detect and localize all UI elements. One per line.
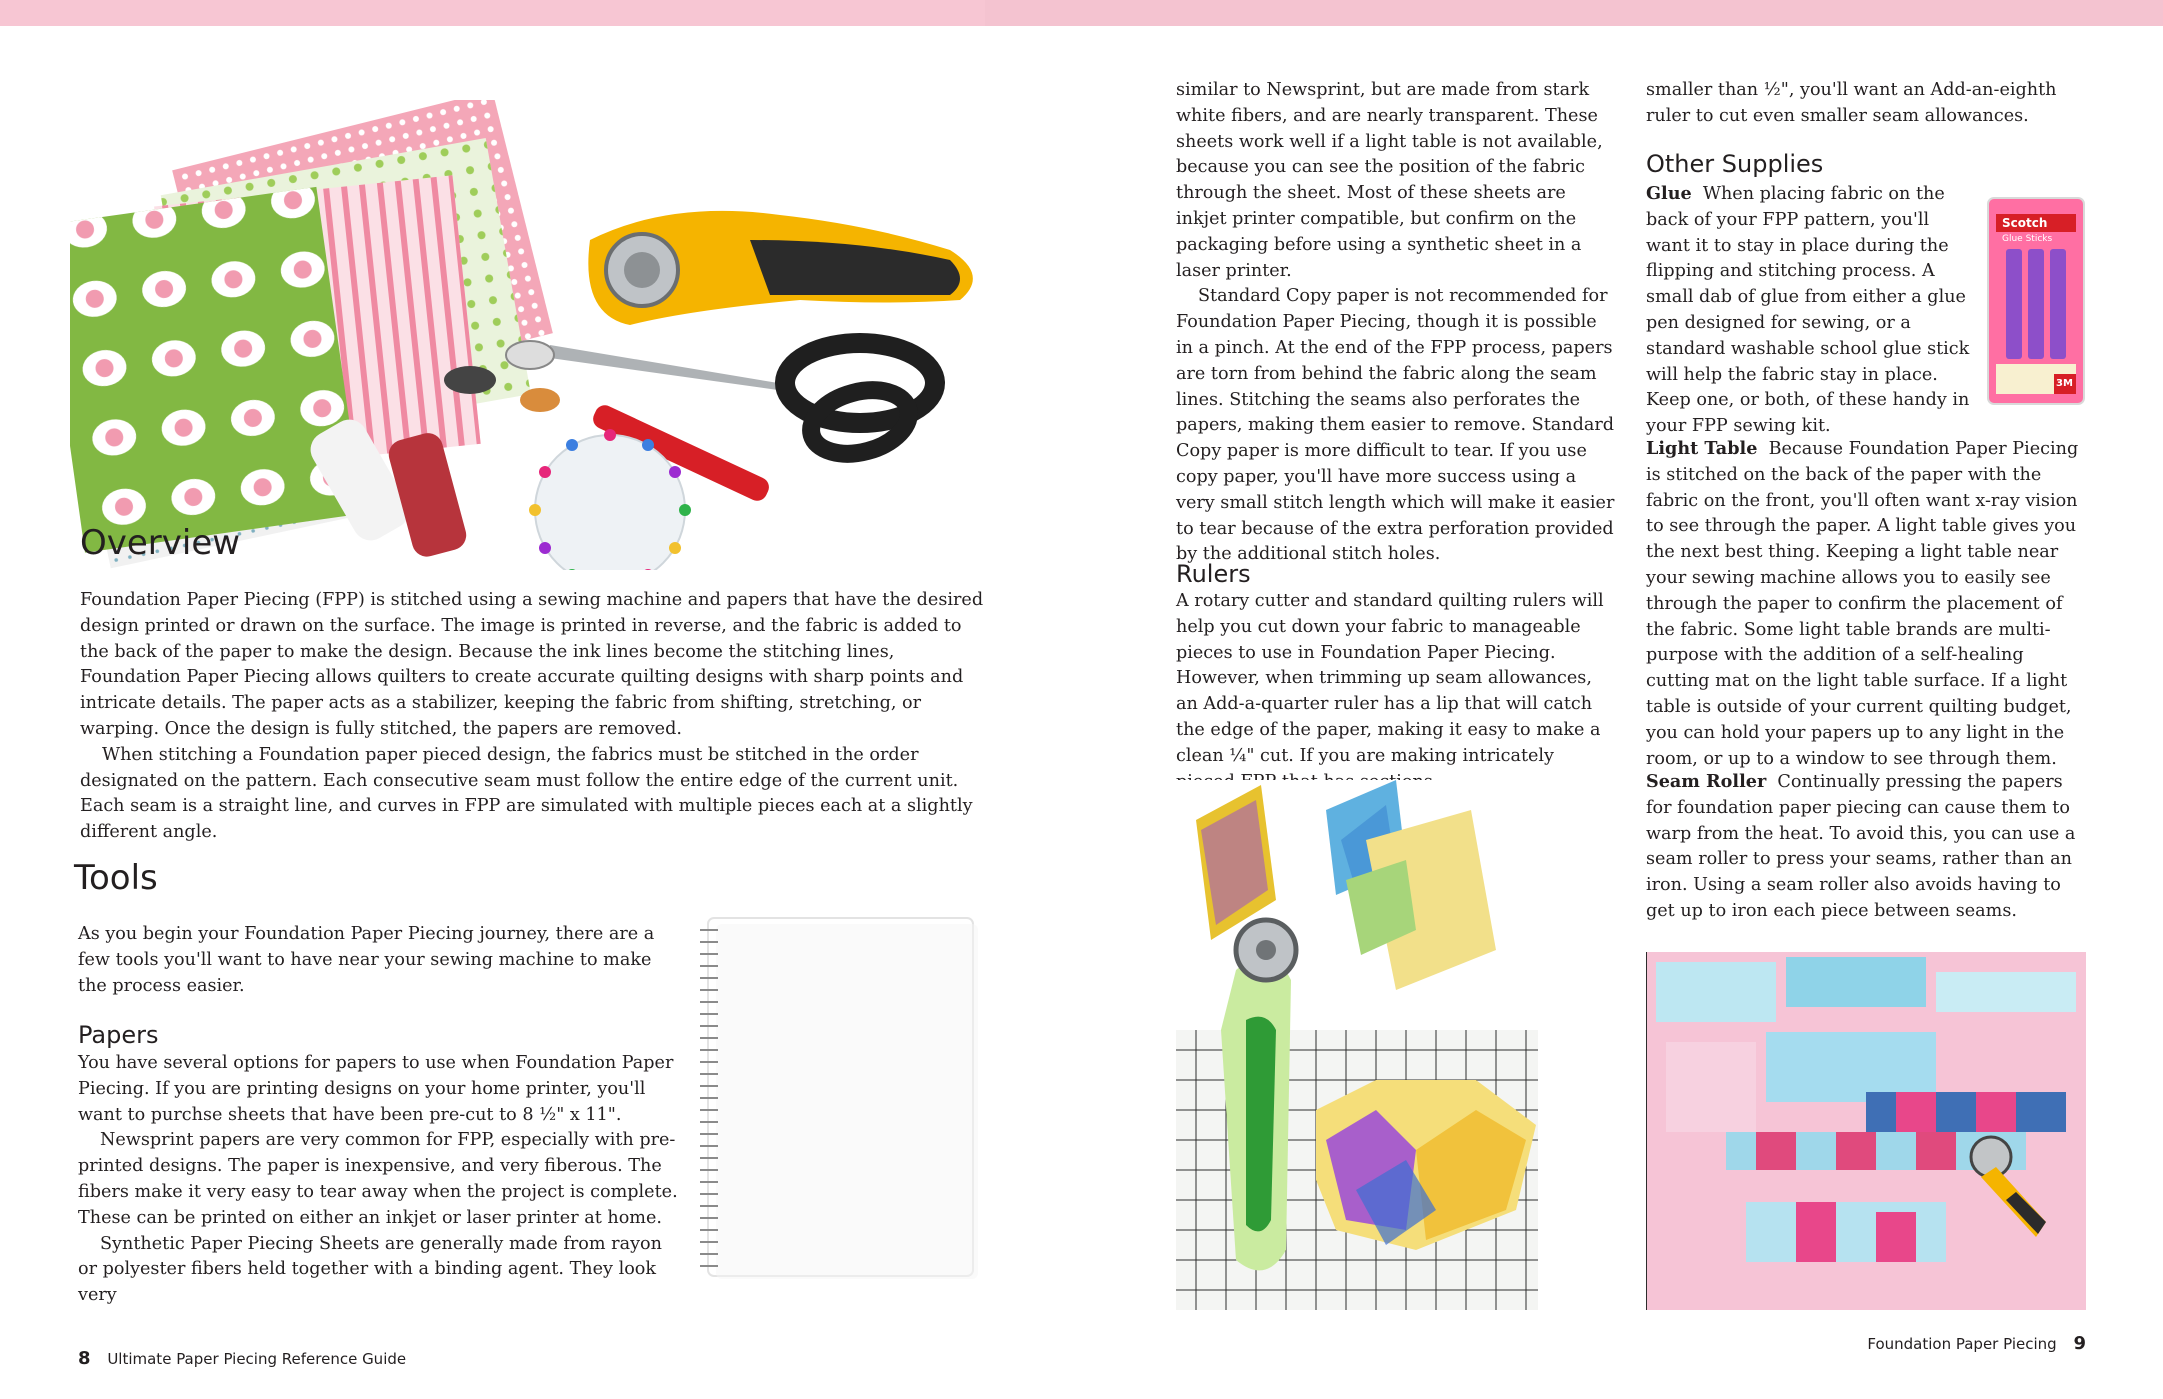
spiral-notepad-photo [690, 910, 980, 1280]
seam-roller-paragraph [1646, 769, 2091, 925]
glue-label: Glue [1646, 183, 1692, 204]
sewing-tools-photo [70, 100, 1000, 570]
rulers-text [1176, 589, 1616, 795]
top-color-band-right [985, 0, 2163, 26]
light-table-label: Light Table [1646, 438, 1758, 459]
book-title: Ultimate Paper Piecing Reference Guide [107, 1350, 407, 1368]
overview-heading: Overview [80, 523, 241, 563]
page-number-right: 9 [2073, 1333, 2086, 1354]
tools-intro [78, 922, 678, 999]
top-color-band-left [0, 0, 985, 26]
glue-package-brand: Scotch [2002, 216, 2048, 230]
rulers-heading: Rulers [1176, 560, 1251, 588]
papers-paragraph: Newsprint papers are very common for FPP, especially with pre-printed designs. The paper is inexpensive, and very fiberous. The fibers make it very easy to tear away when the project is complete. These can be printed on either an inkjet or laser printer at home. [78, 1130, 678, 1228]
papers-text [78, 1051, 678, 1309]
paper-paragraph: similar to Newsprint, but are made from stark white fibers, and are nearly transparent. These sheets work well if a light table is not available, because you can see the position of the fabric through the sheet. Most of these sheets are inkjet printer compatible, but confirm on the packaging before using a synthetic sheet in a laser printer. [1176, 80, 1603, 281]
tools-intro-paragraph: As you begin your Foundation Paper Piecing journey, there are a few tools you'll want to have near your sewing machine to make the process easier. [78, 924, 655, 996]
glue-body: When placing fabric on the back of your FPP pattern, you'll want it to stay in place during the flipping and stitching process. A small dab of glue from either a glue pen designed for sewing, or a standard washable school glue stick will help the fabric stay in place. Keep one, or both, of these handy in your FPP sewing kit. [1646, 184, 1970, 437]
light-table-paragraph [1646, 436, 2091, 772]
right-folio [1830, 1333, 2086, 1354]
glue-package-subtitle: Glue Sticks [2002, 234, 2053, 244]
light-table-body: Because Foundation Paper Piecing is stitched on the back of the paper with the fabric on the front, you'll often want x-ray vision to see through the paper. A light table gives you the next best thing. Keeping a light table near your sewing machine allows you to easily see through the paper to confirm the placement of the fabric. Some light table brands are multi-purpose with the addition of a self-healing cutting mat on the light table surface. If a light table is outside of your current quilting budget, you can hold your papers up to any light in the room, or up to a window to see through them. [1646, 439, 2079, 769]
glue-text [1646, 181, 1976, 440]
overview-paragraph: Foundation Paper Piecing (FPP) is stitched using a sewing machine and papers that have the desired design printed or drawn on the surface. The image is printed in reverse, and the fabric is added to the back of the paper to make the design. Because the ink lines become the stitching lines, Foundation Paper Piecing allows quilters to create accurate quilting designs with sharp points and intricate details. The paper acts as a stabilizer, keeping the fabric from shifting, stretching, or warping. Once the design is fully stitched, the papers are removed. [80, 590, 984, 739]
right-col1-text [1176, 78, 1616, 568]
overview-text [80, 588, 990, 846]
papers-paragraph: You have several options for papers to use when Foundation Paper Piecing. If you are printing designs on your home printer, you'll want to purchse sheets that have been pre-cut to 8 ½" x 11". [78, 1053, 674, 1125]
glue-package-badge: 3M [2056, 378, 2073, 389]
papers-heading: Papers [78, 1021, 159, 1049]
paper-paragraph: Standard Copy paper is not recommended for Foundation Paper Piecing, though it is possible in a pinch. At the end of the FPP process, papers are torn from behind the fabric along the seam lines. Stitching the seams also perforates the papers, making them easier to remove. Standard Copy paper is more difficult to tear. If you use copy paper, you'll have more success using a very small stitch length which will make it easier to tear because of the extra perforation provided by the additional stitch holes. [1176, 286, 1615, 565]
seam-roller-body: Continually pressing the papers for foundation paper piecing can cause them to warp from the heat. To avoid this, you can use a seam roller to press your seams, rather than an iron. Using a seam roller also avoids having to get up to iron each piece between seams. [1646, 772, 2076, 921]
seam-roller-text [1646, 769, 2091, 925]
light-table-text [1646, 436, 2091, 772]
glue-stick-package-photo [1984, 194, 2088, 408]
other-supplies-heading: Other Supplies [1646, 150, 1824, 178]
glue-paragraph [1646, 181, 1976, 440]
rotary-cutter-fabric-photo [1176, 780, 1538, 1310]
rulers-paragraph: A rotary cutter and standard quilting rulers will help you cut down your fabric to manageable pieces to use in Foundation Paper Piecing. However, when trimming up seam allowances, an Add-a-quarter ruler has a lip that will catch the edge of the paper, making it easy to make a clean ¼" cut. If you are making intricately [1176, 591, 1604, 766]
papers-paragraph: Synthetic Paper Piecing Sheets are generally made from rayon or polyester fibers held together with a binding agent. They look very [78, 1233, 662, 1306]
tools-heading: Tools [74, 858, 158, 898]
left-folio [78, 1348, 406, 1369]
chapter-title: Foundation Paper Piecing [1867, 1335, 2057, 1353]
seam-roller-label: Seam Roller [1646, 771, 1767, 792]
right-col2-continued [1646, 78, 2086, 130]
overview-paragraph: When stitching a Foundation paper pieced design, the fabrics must be stitched in the order designated on the pattern. Each consecutive seam must follow the entire edge of the current unit. Each seam is a straight line, and curves in FPP are simulated with multiple pieces each at a slightly different angle. [80, 744, 973, 843]
fabric-strips-photo [1646, 952, 2086, 1310]
page-number-left: 8 [78, 1348, 91, 1369]
add-eighth-paragraph: smaller than ½", you'll want an Add-an-eighth ruler to cut even smaller seam allowances. [1646, 80, 2057, 126]
